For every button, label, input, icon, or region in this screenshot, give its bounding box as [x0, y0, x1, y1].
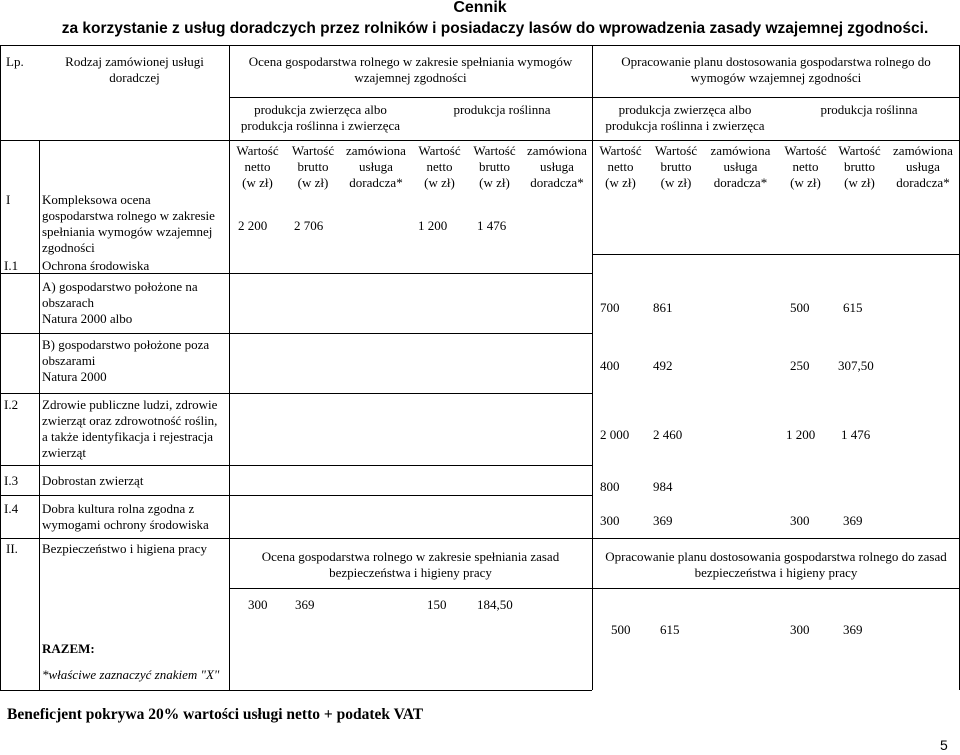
rule-lp: [39, 140, 40, 690]
subheader-zw-ocena-1: produkcja zwierzęca albo: [254, 102, 387, 117]
column-header-netto-1-line-2: netto: [244, 159, 271, 174]
row-i3-netto-zw: 800: [600, 479, 620, 494]
column-header-zam-6-line-3: doradcza*: [530, 175, 584, 190]
rule-row-i1: [0, 273, 592, 274]
header-rodzaj-1: Rodzaj zamówionej usługi: [65, 54, 204, 69]
rule-row-i3: [0, 495, 592, 496]
row-a-brutto-zw: 861: [653, 300, 673, 315]
row-i2-text-2: zwierząt oraz zdrowotność roślin,: [42, 413, 218, 428]
row-i4-brutto-zw: 369: [653, 513, 673, 528]
row-i3-brutto-zw: 984: [653, 479, 673, 494]
row-i4-lp: I.4: [4, 501, 19, 516]
rule-row-a: [0, 333, 592, 334]
column-header-zam-12-line-1: zamówiona: [893, 143, 953, 158]
subheader-zw-oprac-1: produkcja zwierzęca albo: [618, 102, 752, 117]
column-header-zam-12-line-3: doradcza*: [896, 175, 950, 190]
column-header-brutto-2-line-2: brutto: [297, 159, 329, 174]
row-ii-ocena-1: Ocena gospodarstwa rolnego w zakresie spełniania zasad: [261, 549, 560, 564]
column-header-zam-6-line-1: zamówiona: [527, 143, 587, 158]
column-header-brutto-11-line-3: (w zł): [844, 175, 875, 190]
row-i2-brutto-rosl: 1 476: [841, 427, 871, 442]
rule-service: [229, 45, 230, 690]
column-header-zam-3-line-2: usługa: [359, 159, 393, 174]
row-i-lp: I: [6, 192, 11, 207]
row-i-netto-rosl: 1 200: [418, 218, 448, 233]
rule-subheader: [229, 97, 960, 98]
row-i4-netto-zw: 300: [600, 513, 620, 528]
subheader-rosl-ocena: produkcja roślinna: [453, 102, 551, 117]
row-i4-text-2: wymogami ochrony środowiska: [42, 517, 209, 532]
column-header-netto-7-line-1: Wartość: [599, 143, 642, 158]
column-header-netto-7-line-3: (w zł): [605, 175, 636, 190]
row-i4-brutto-rosl: 369: [843, 513, 863, 528]
row-ii-ocena-2: bezpieczeństwa i higieny pracy: [329, 565, 492, 580]
column-header-brutto-8-line-3: (w zł): [660, 175, 692, 190]
column-header-netto-1-line-1: Wartość: [236, 143, 279, 158]
rule-row-b: [0, 393, 592, 394]
row-ii-brutto-oprac-rosl: 369: [843, 622, 863, 637]
row-ii-brutto-oprac-zw: 615: [660, 622, 680, 637]
column-header-brutto-8-line-1: Wartość: [654, 143, 698, 158]
page-title: Cennik: [453, 0, 507, 16]
column-header-zam-9-line-3: doradcza*: [713, 175, 768, 190]
column-header-brutto-2-line-3: (w zł): [297, 175, 329, 190]
rule-row-right-1: [592, 254, 960, 255]
row-i2-text-1: Zdrowie publiczne ludzi, zdrowie: [42, 397, 218, 412]
column-header-netto-10-line-3: (w zł): [790, 175, 821, 190]
header-opracowanie-2: wymogów wzajemnej zgodności: [690, 70, 862, 85]
column-header-zam-9-line-2: usługa: [723, 159, 758, 174]
column-header-netto-4-line-2: netto: [426, 159, 453, 174]
row-b-netto-zw: 400: [600, 358, 620, 373]
header-opracowanie-1: Opracowanie planu dostosowania gospodarstwa rolnego do: [621, 54, 931, 69]
column-header-brutto-11-line-2: brutto: [843, 159, 876, 174]
row-i2-netto-zw: 2 000: [600, 427, 630, 442]
rule-row-i2: [0, 465, 592, 466]
row-i-brutto-zw: 2 706: [294, 218, 324, 233]
row-i-text-4: zgodności: [42, 240, 95, 255]
row-i1-lp: I.1: [4, 258, 19, 273]
header-lp: Lp.: [6, 54, 24, 69]
column-header-netto-1-line-3: (w zł): [242, 175, 273, 190]
row-i-text-3: spełniania wymogów wzajemnej: [42, 224, 213, 239]
subheader-rosl-oprac: produkcja roślinna: [820, 102, 918, 117]
page-number: 5: [940, 737, 948, 753]
column-header-brutto-5-line-1: Wartość: [473, 143, 516, 158]
row-b-text-1: B) gospodarstwo położone poza: [42, 337, 210, 352]
rule-header-bottom: [0, 140, 960, 141]
row-a-text-1: A) gospodarstwo położone na: [42, 279, 198, 294]
column-header-netto-10-line-1: Wartość: [784, 143, 827, 158]
row-i2-text-3: a także identyfikacja i rejestracja: [42, 429, 214, 444]
column-header-brutto-5-line-2: brutto: [478, 159, 511, 174]
row-i3-lp: I.3: [4, 473, 19, 488]
row-i-text-2: gospodarstwa rolnego w zakresie: [42, 208, 215, 223]
column-header-brutto-8-line-2: brutto: [660, 159, 692, 174]
rule-top: [0, 45, 960, 46]
header-ocena-1: Ocena gospodarstwa rolnego w zakresie spełniania wymogów: [248, 54, 573, 69]
beneficjent-note: Beneficjent pokrywa 20% wartości usługi netto + podatek VAT: [7, 706, 424, 723]
row-ii-lp: II.: [6, 541, 18, 556]
page-subtitle: za korzystanie z usług doradczych przez rolników i posiadaczy lasów do wprowadzenia zasady wzajemnej zgodności.: [61, 20, 929, 37]
column-header-brutto-11-line-1: Wartość: [838, 143, 881, 158]
row-i3-text: Dobrostan zwierząt: [42, 473, 144, 488]
rule-left: [0, 45, 1, 690]
column-header-brutto-2-line-1: Wartość: [291, 143, 335, 158]
row-a-brutto-rosl: 615: [843, 300, 863, 315]
row-b-brutto-rosl: 307,50: [838, 358, 874, 373]
row-ii-oprac-1: Opracowanie planu dostosowania gospodarstwa rolnego do zasad: [605, 549, 947, 564]
row-ii-oprac-2: bezpieczeństwa i higieny pracy: [694, 565, 858, 580]
razem-label: RAZEM:: [42, 641, 95, 656]
row-a-netto-zw: 700: [600, 300, 620, 315]
row-i4-text-1: Dobra kultura rolna zgodna z: [42, 501, 195, 516]
column-header-zam-3-line-3: doradcza*: [349, 175, 403, 190]
rule-row-ii: [229, 588, 960, 589]
subheader-zw-oprac-2: produkcja roślinna i zwierzęca: [605, 118, 765, 133]
header-rodzaj-2: doradczej: [109, 70, 160, 85]
column-header-netto-7-line-2: netto: [607, 159, 634, 174]
row-i4-netto-rosl: 300: [790, 513, 810, 528]
row-i-brutto-rosl: 1 476: [477, 218, 507, 233]
column-header-brutto-5-line-3: (w zł): [479, 175, 510, 190]
column-header-zam-12-line-2: usługa: [906, 159, 940, 174]
subheader-zw-ocena-2: produkcja roślinna i zwierzęca: [240, 118, 401, 133]
row-ii-netto-oprac-zw: 500: [611, 622, 631, 637]
row-b-netto-rosl: 250: [790, 358, 810, 373]
row-ii-netto-oprac-rosl: 300: [790, 622, 810, 637]
column-header-netto-4-line-3: (w zł): [424, 175, 455, 190]
row-i1-text: Ochrona środowiska: [42, 258, 150, 273]
row-a-netto-rosl: 500: [790, 300, 810, 315]
row-i-text-1: Kompleksowa ocena: [42, 192, 151, 207]
row-i-netto-zw: 2 200: [238, 218, 268, 233]
row-b-text-3: Natura 2000: [42, 369, 107, 384]
column-header-netto-4-line-1: Wartość: [418, 143, 461, 158]
row-a-text-2: obszarach: [42, 295, 94, 310]
row-i2-lp: I.2: [4, 397, 19, 412]
row-ii-brutto-ocena-rosl: 184,50: [477, 597, 513, 612]
column-header-zam-3-line-1: zamówiona: [346, 143, 406, 158]
column-header-zam-9-line-1: zamówiona: [710, 143, 771, 158]
row-ii-brutto-ocena-zw: 369: [295, 597, 315, 612]
rule-row-i4: [0, 538, 960, 539]
footnote: *właściwe zaznaczyć znakiem "X": [42, 667, 220, 682]
header-ocena-2: wzajemnej zgodności: [354, 70, 467, 85]
row-i2-text-4: zwierząt: [42, 445, 87, 460]
row-i2-brutto-zw: 2 460: [653, 427, 683, 442]
row-ii-netto-ocena-rosl: 150: [427, 597, 447, 612]
row-a-text-3: Natura 2000 albo: [42, 311, 133, 326]
row-b-brutto-zw: 492: [653, 358, 673, 373]
rule-middle: [592, 45, 593, 690]
row-b-text-2: obszarami: [42, 353, 96, 368]
column-header-netto-10-line-2: netto: [792, 159, 819, 174]
rule-row-razem: [0, 690, 592, 691]
row-ii-text: Bezpieczeństwo i higiena pracy: [42, 541, 207, 556]
row-ii-netto-ocena-zw: 300: [248, 597, 268, 612]
row-i2-netto-rosl: 1 200: [786, 427, 816, 442]
column-header-zam-6-line-2: usługa: [540, 159, 574, 174]
